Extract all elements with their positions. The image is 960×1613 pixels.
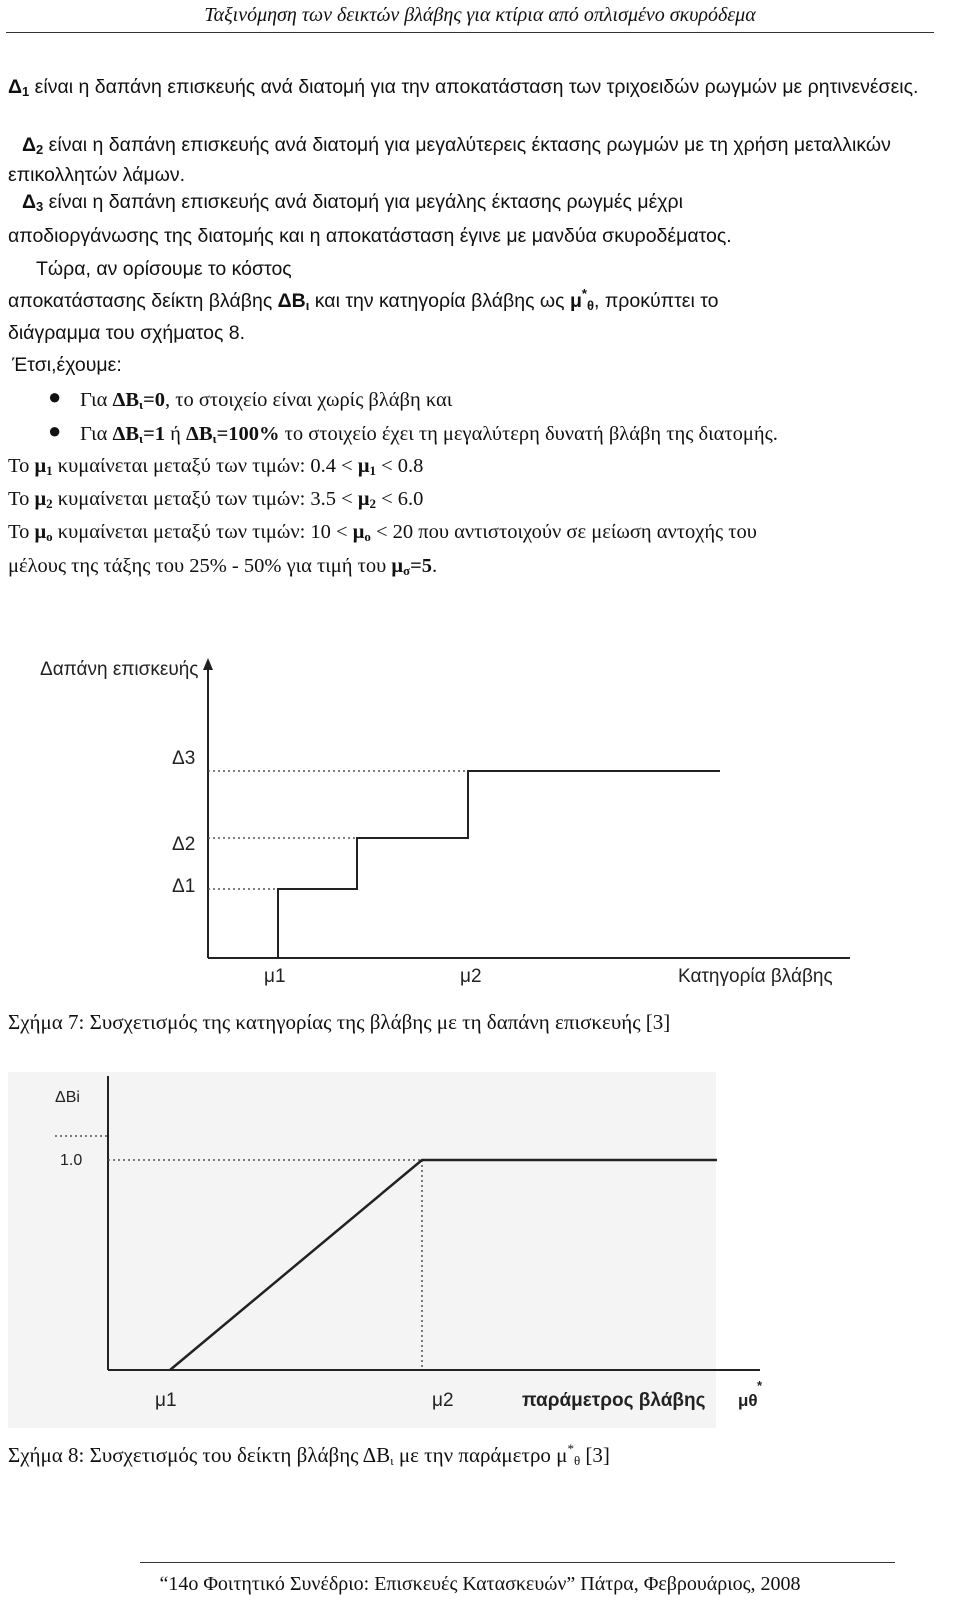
paragraph-delta3-line2: αποδιοργάνωσης της διατομής και η αποκατάσταση έγινε με μανδύα σκυροδέματος. [8,225,732,247]
fig7-xlabel: Κατηγορία βλάβης [678,966,833,987]
paragraph-delta2 [8,130,938,190]
mu1-range: Το $\mu_1$ κυμαίνεται μεταξύ των τιμών: $0.4 < \mu_1 < 0.8$ [8,455,424,478]
footer-rule [140,1562,895,1563]
figure-7-caption: Σχήμα 7: Συσχετισμός της κατηγορίας της βλάβης με τη δαπάνη επισκευής [3] [8,1010,671,1034]
header-rule [6,32,934,33]
fig8-xlabel: παράμετρος βλάβης [522,1390,706,1411]
figure-8-diagram [0,1070,960,1430]
fig8-mu-theta: μθ [738,1391,758,1410]
fig8-label-m1: μ1 [155,1390,177,1411]
dbi-symbol: $\Delta B_\iota$ [277,290,310,313]
paragraph-now-line1: Τώρα, αν ορίσουμε το κόστος [36,258,292,280]
fig7-label-m2: μ2 [460,966,482,987]
bullet-dot-1: ● [48,384,62,409]
figure-8-caption: Σχήμα 8: Συσχετισμός του δείκτη βλάβης $\Delta B_\iota$ με την παράμετρο $\mu^*_\theta$ [3] [8,1441,610,1468]
muo-range-line2: μέλους της τάξης του 25% - 50% για τιμή του $\mu_\sigma=5$. [8,555,438,578]
mu2-range: Το $\mu_2$ κυμαίνεται μεταξύ των τιμών: $3.5 < \mu_2 < 6.0$ [8,488,424,511]
paragraph-now-line2: αποκατάστασης δείκτη βλάβης $\Delta B_\iota$ και την κατηγορία βλάβης ως $\mu^*_\theta$, προκύπτει το [8,286,719,313]
delta2-symbol: $\Delta_2$ [22,134,44,157]
fig7-label-d3: Δ3 [172,748,196,769]
paragraph-now-line3: διάγραμμα του σχήματος 8. [8,322,246,344]
figure-7-diagram [0,640,960,1000]
fig7-label-d2: Δ2 [172,834,196,855]
bullet-item-1: Για $\Delta B_\iota=0$, το στοιχείο είναι χωρίς βλάβη και [80,389,453,412]
paragraph-delta1 [8,72,938,102]
bullet-item-2: Για $\Delta B_\iota=1$ ή $\Delta B_\iota=100\%$ το στοιχείο έχει τη μεγαλύτερη δυνατή βλάβη της διατομής. [80,423,778,446]
running-footer: “14ο Φοιτητικό Συνέδριο: Επισκευές Κατασκευών” Πάτρα, Φεβρουάριος, 2008 [159,1573,801,1595]
fig7-label-m1: μ1 [264,966,286,987]
muo-range: Το $\mu_o$ κυμαίνεται μεταξύ των τιμών: $10 < \mu_o < 20$ που αντιστοιχούν σε μείωση αντοχής του [8,521,757,544]
delta1-symbol: $\Delta_1$ [8,76,30,99]
paragraph-delta3-line1: $\Delta_3$ είναι η δαπάνη επισκευής ανά διατομή για μεγάλης έκτασης ρωγμές μέχρι [22,191,683,214]
delta1-text: είναι η δαπάνη επισκευής ανά διατομή για την αποκατάσταση των τριχοειδών ρωγμών με ρητινενέσεις. [29,76,919,98]
paragraph-etsi: Έτσι,έχουμε: [12,354,122,376]
running-header: Ταξινόμηση των δεικτών βλάβης για κτίρια από οπλισμένο σκυρόδεμα [204,4,756,26]
fig7-ylabel: Δαπάνη επισκευής [40,659,199,680]
fig7-step-function [278,771,720,958]
fig8-ytick-1: 1.0 [60,1152,83,1169]
bullet-dot-2: ● [48,418,62,443]
mu-theta-symbol: $\mu^*_\theta$ [569,286,594,313]
delta3-symbol: $\Delta_3$ [22,191,44,214]
fig8-mu-theta-star: * [757,1378,763,1393]
fig8-background [8,1072,716,1428]
fig8-ylabel: ΔBi [55,1089,80,1106]
delta2-text: είναι η δαπάνη επισκευής ανά διατομή για μεγαλύτερεις έκτασης ρωγμών με τη χρήση μεταλλικών επικολλητών λάμων. [8,134,891,186]
fig7-label-d1: Δ1 [172,876,196,897]
fig8-label-m2: μ2 [432,1390,454,1411]
